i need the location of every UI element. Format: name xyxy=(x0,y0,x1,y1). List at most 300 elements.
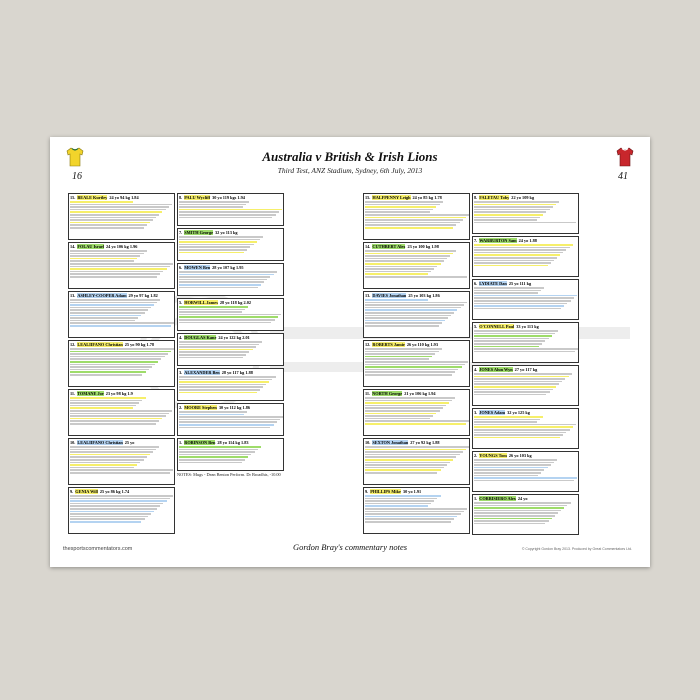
note-line xyxy=(474,520,549,522)
note-line xyxy=(70,255,140,257)
player-name: PALU Wycliff xyxy=(184,194,211,200)
note-line xyxy=(474,303,567,305)
note-line xyxy=(70,459,144,461)
player-name: GENIA Will xyxy=(75,488,98,494)
note-line xyxy=(70,351,171,353)
player-stats: 25 yo 86 kg 1.74 xyxy=(99,488,130,494)
player-name: HALFPENNY Leigh xyxy=(372,194,411,200)
note-line xyxy=(365,358,429,360)
player-name: SEXTON Jonathan xyxy=(372,439,409,445)
player-heading xyxy=(69,439,174,445)
note-line xyxy=(474,477,577,479)
player-number: 2. xyxy=(179,404,183,410)
player-number: 2. xyxy=(474,452,478,458)
player-number: 6. xyxy=(179,264,183,270)
note-line xyxy=(70,511,154,513)
note-line xyxy=(70,472,170,474)
note-line xyxy=(70,518,145,520)
note-line xyxy=(474,217,540,219)
note-line xyxy=(365,271,431,273)
note-line xyxy=(365,309,457,311)
player-heading xyxy=(69,488,174,494)
player-name: DOUGLAS Kane xyxy=(184,334,217,340)
note-line xyxy=(474,295,577,297)
note-line xyxy=(365,211,430,213)
note-line xyxy=(70,276,157,278)
player-heading xyxy=(473,409,578,415)
player-stats: 25 yo xyxy=(124,439,135,445)
player-stats: 24 yo 106 kg 1.96 xyxy=(106,243,138,249)
note-line xyxy=(70,446,159,448)
player-heading xyxy=(473,495,578,501)
note-line xyxy=(70,299,160,301)
note-line xyxy=(474,518,552,520)
player-panel xyxy=(177,403,284,436)
player-name: LEALIIFANO Christian xyxy=(77,439,123,445)
note-line xyxy=(365,312,454,314)
note-line xyxy=(179,204,246,206)
note-line xyxy=(70,214,159,216)
player-heading xyxy=(178,439,283,445)
player-name: TOMANE Joe xyxy=(77,390,104,396)
note-line xyxy=(70,469,173,471)
note-line xyxy=(179,392,257,394)
note-line xyxy=(365,214,469,216)
player-name: CORBISIERO Alex xyxy=(479,495,516,501)
note-line xyxy=(365,454,460,456)
note-line xyxy=(474,249,566,251)
player-panel xyxy=(363,340,470,387)
player-stats: 24 yo xyxy=(517,495,528,501)
note-line xyxy=(70,449,156,451)
note-line xyxy=(365,260,444,262)
player-name: ASHLEY-COOPER Adam xyxy=(77,292,127,298)
note-line xyxy=(365,469,441,471)
note-line xyxy=(70,322,174,324)
note-line xyxy=(474,300,571,302)
note-line xyxy=(474,260,554,262)
column-australia-forwards xyxy=(177,193,284,533)
note-line xyxy=(365,315,451,317)
player-stats: 28 yo 117 kg 1.88 xyxy=(221,369,253,375)
note-line xyxy=(70,418,162,420)
player-heading xyxy=(473,194,578,200)
player-heading xyxy=(69,341,174,347)
note-line xyxy=(179,209,282,211)
note-line xyxy=(474,376,569,378)
note-line xyxy=(179,246,250,248)
note-line xyxy=(365,513,461,515)
player-name: MOORE Stephen xyxy=(184,404,217,410)
note-line xyxy=(365,405,446,407)
player-heading xyxy=(364,390,469,396)
note-line xyxy=(474,383,559,385)
note-line xyxy=(70,209,166,211)
player-panel xyxy=(472,193,579,234)
note-line xyxy=(365,400,452,402)
note-line xyxy=(474,389,553,391)
note-line xyxy=(70,420,159,422)
player-stats: 24 yo 94 kg 1.84 xyxy=(109,194,139,200)
note-line xyxy=(70,400,142,402)
note-line xyxy=(474,429,570,431)
player-panel xyxy=(177,228,284,261)
note-line xyxy=(179,427,270,429)
note-line xyxy=(70,361,158,363)
note-line xyxy=(365,505,428,507)
player-panel xyxy=(363,242,470,289)
note-line xyxy=(70,503,163,505)
player-stats: 24 yo 1.88 xyxy=(518,237,537,243)
note-line xyxy=(365,201,443,203)
note-line xyxy=(474,257,557,259)
note-line xyxy=(179,462,242,464)
note-line xyxy=(179,416,283,418)
note-line xyxy=(365,253,453,255)
note-line xyxy=(179,217,272,219)
note-line xyxy=(365,276,467,278)
player-panel xyxy=(177,333,284,366)
player-panel xyxy=(177,193,284,226)
note-line xyxy=(474,244,573,246)
note-line xyxy=(365,322,442,324)
player-stats: 26 yo 103 kg xyxy=(508,452,532,458)
note-line xyxy=(70,304,154,306)
note-line xyxy=(365,361,468,363)
note-line xyxy=(179,244,254,246)
note-line xyxy=(365,204,440,206)
player-stats: 27 yo 117 kg xyxy=(514,366,538,372)
note-line xyxy=(365,356,432,358)
note-line xyxy=(474,290,541,292)
note-line xyxy=(179,206,243,208)
note-line xyxy=(474,346,539,348)
note-line xyxy=(365,255,450,257)
note-line xyxy=(365,304,464,306)
player-stats: 24 yo 122 kg 2.01 xyxy=(218,334,250,340)
note-line xyxy=(474,510,561,512)
note-line xyxy=(179,287,258,289)
player-number: 14. xyxy=(365,243,371,249)
note-line xyxy=(179,414,244,416)
player-panel xyxy=(177,298,284,331)
note-line xyxy=(474,475,538,477)
player-name: ALEXANDER Ben xyxy=(184,369,220,375)
player-panel xyxy=(472,451,579,492)
note-line xyxy=(70,415,166,417)
note-line xyxy=(70,410,172,412)
footer-caption: Gordon Bray's commentary notes xyxy=(292,542,408,552)
note-line xyxy=(70,201,133,203)
note-line xyxy=(365,353,435,355)
note-line xyxy=(70,227,144,229)
note-line xyxy=(365,467,444,469)
note-line xyxy=(474,338,549,340)
player-stats: 21 yo 106 kg 1.94 xyxy=(404,390,436,396)
player-number: 12. xyxy=(365,341,371,347)
player-panel xyxy=(68,389,175,436)
note-line xyxy=(365,495,441,497)
note-line xyxy=(365,456,456,458)
note-line xyxy=(179,319,275,321)
player-heading xyxy=(473,452,578,458)
note-line xyxy=(474,381,562,383)
player-number: 10. xyxy=(70,439,76,445)
note-line xyxy=(70,219,153,221)
note-line xyxy=(474,209,550,211)
note-line xyxy=(474,247,570,249)
note-line xyxy=(70,364,155,366)
notes-sheet xyxy=(50,137,650,567)
note-line xyxy=(474,373,572,375)
player-number: 6. xyxy=(474,280,478,286)
note-line xyxy=(474,265,548,267)
note-line xyxy=(70,454,150,456)
note-line xyxy=(179,384,266,386)
right-page-number: 41 xyxy=(618,171,628,182)
note-line xyxy=(70,405,136,407)
note-line xyxy=(474,459,557,461)
player-heading xyxy=(69,194,174,200)
player-panel xyxy=(472,408,579,449)
note-line xyxy=(474,469,544,471)
note-line xyxy=(365,472,437,474)
note-line xyxy=(474,211,546,213)
note-line xyxy=(365,423,466,425)
note-line xyxy=(474,292,538,294)
note-line xyxy=(70,521,141,523)
note-line xyxy=(70,516,148,518)
note-line xyxy=(70,371,146,373)
note-line xyxy=(365,407,443,409)
note-line xyxy=(70,307,151,309)
player-stats: 28 yo 118 kg 2.02 xyxy=(219,299,252,305)
player-number: 15. xyxy=(365,194,371,200)
note-line xyxy=(365,348,442,350)
player-stats: 30 yo 1.91 xyxy=(402,488,422,494)
note-line xyxy=(474,432,566,434)
player-heading xyxy=(178,299,283,305)
player-name: DAVIES Jonathan xyxy=(372,292,407,298)
note-line xyxy=(365,518,454,520)
note-line xyxy=(474,386,556,388)
note-line xyxy=(474,437,560,439)
note-line xyxy=(179,351,249,353)
note-line xyxy=(365,459,453,461)
note-line xyxy=(365,410,440,412)
player-heading xyxy=(178,369,283,375)
note-line xyxy=(70,505,160,507)
note-line xyxy=(70,397,146,399)
player-number: 8. xyxy=(474,194,478,200)
note-line xyxy=(474,305,564,307)
player-name: YOUNGS Tom xyxy=(479,452,507,458)
player-number: 15. xyxy=(70,194,76,200)
player-stats: 23 yo 100 kg 1.98 xyxy=(407,243,439,249)
footer-site: thesportscommentators.com xyxy=(63,546,133,552)
note-line xyxy=(365,371,455,373)
note-line xyxy=(70,211,162,213)
note-line xyxy=(365,418,430,420)
note-line xyxy=(365,464,447,466)
note-line xyxy=(365,209,433,211)
player-number: 3. xyxy=(474,409,478,415)
player-name: SMITH George xyxy=(184,229,213,235)
column-lions-forwards xyxy=(472,193,579,533)
player-name: ROBERTS Jamie xyxy=(372,341,405,347)
player-panel xyxy=(177,438,284,471)
note-line xyxy=(474,335,552,337)
player-panel xyxy=(472,279,579,320)
player-stats: 25 yo 111 kg xyxy=(508,280,532,286)
note-line xyxy=(474,416,543,418)
note-line xyxy=(179,311,242,313)
note-line xyxy=(179,386,263,388)
note-line xyxy=(179,281,264,283)
player-name: LYDIATE Dan xyxy=(479,280,507,286)
note-line xyxy=(365,302,467,304)
note-line xyxy=(474,419,540,421)
note-line xyxy=(70,407,133,409)
note-line xyxy=(179,271,277,273)
note-line xyxy=(365,307,461,309)
note-line xyxy=(70,315,141,317)
player-panel xyxy=(68,242,175,289)
note-line xyxy=(365,273,428,275)
note-line xyxy=(474,434,563,436)
player-stats: 22 yo 109 kg xyxy=(511,194,535,200)
note-line xyxy=(179,454,251,456)
note-line xyxy=(474,391,550,393)
player-name: JONES Adam xyxy=(479,409,506,415)
player-number: 1. xyxy=(179,439,183,445)
note-line xyxy=(70,253,144,255)
note-line xyxy=(70,366,152,368)
note-line xyxy=(365,500,434,502)
note-line xyxy=(70,217,156,219)
player-heading xyxy=(473,237,578,243)
note-line xyxy=(179,309,245,311)
player-heading xyxy=(69,390,174,396)
note-line xyxy=(179,357,243,359)
note-line xyxy=(179,456,248,458)
note-line xyxy=(179,239,260,241)
note-line xyxy=(70,508,157,510)
player-panel xyxy=(363,389,470,436)
note-line xyxy=(474,472,541,474)
footer-copyright: © Copyright Gordon Bray 2013. Produced by Great Commentators Ltd. xyxy=(521,547,632,551)
player-heading xyxy=(473,366,578,372)
note-line xyxy=(474,421,537,423)
player-panel xyxy=(68,487,175,534)
player-stats: 28 yo 107 kg 1.95 xyxy=(212,264,244,270)
note-line xyxy=(179,274,274,276)
player-name: NORTH George xyxy=(372,390,403,396)
note-line xyxy=(474,222,576,224)
note-line xyxy=(70,309,148,311)
player-number: 8. xyxy=(179,194,183,200)
note-line xyxy=(70,325,171,327)
note-line xyxy=(179,349,253,351)
note-line xyxy=(70,498,170,500)
note-line xyxy=(179,284,261,286)
note-line xyxy=(365,511,464,513)
player-panel xyxy=(472,236,579,277)
note-line xyxy=(70,495,173,497)
note-line xyxy=(70,467,134,469)
player-number: 14. xyxy=(70,243,76,249)
note-line xyxy=(365,258,447,260)
player-heading xyxy=(178,194,283,200)
note-line xyxy=(474,340,545,342)
note-line xyxy=(365,227,453,229)
note-line xyxy=(179,249,247,251)
player-number: 9. xyxy=(70,488,74,494)
note-line xyxy=(474,348,578,350)
player-number: 7. xyxy=(474,237,478,243)
note-line xyxy=(179,314,281,316)
note-line xyxy=(179,424,274,426)
player-panel xyxy=(177,368,284,401)
note-line xyxy=(365,446,469,448)
note-line xyxy=(70,271,163,273)
player-name: PHILLIPS Mike xyxy=(370,488,401,494)
player-panel xyxy=(472,494,579,535)
note-line xyxy=(365,217,466,219)
note-line xyxy=(70,500,167,502)
player-number: 4. xyxy=(474,366,478,372)
notes-text: NOTES: Mugs - Dean Benton Perform. Dr Broadhis, -10.00 xyxy=(177,472,281,477)
note-line xyxy=(179,419,280,421)
note-line xyxy=(179,346,256,348)
note-line xyxy=(474,462,554,464)
column-australia-backs xyxy=(68,193,175,533)
note-line xyxy=(179,276,270,278)
note-line xyxy=(179,446,261,448)
player-panel xyxy=(472,322,579,363)
note-line xyxy=(365,415,433,417)
player-panel xyxy=(68,193,175,240)
note-line xyxy=(179,354,246,356)
page-title: Australia v British & Irish Lions xyxy=(262,149,438,164)
note-line xyxy=(474,206,553,208)
player-heading xyxy=(178,404,283,410)
player-heading xyxy=(178,264,283,270)
player-panel xyxy=(68,438,175,485)
player-panel xyxy=(68,340,175,387)
player-name: ROBINSON Ben xyxy=(184,439,216,445)
note-line xyxy=(474,343,542,345)
note-line xyxy=(179,381,269,383)
player-heading xyxy=(364,439,469,445)
player-number: 4. xyxy=(179,334,183,340)
player-number: 10. xyxy=(365,439,371,445)
note-line xyxy=(70,513,151,515)
note-line xyxy=(365,402,449,404)
note-line xyxy=(365,224,456,226)
player-panel xyxy=(177,263,284,296)
note-line xyxy=(70,268,167,270)
note-line xyxy=(70,413,169,415)
player-number: 7. xyxy=(179,229,183,235)
note-line xyxy=(474,287,544,289)
note-line xyxy=(70,263,173,265)
player-heading xyxy=(69,243,174,249)
player-heading xyxy=(69,292,174,298)
note-line xyxy=(365,413,436,415)
note-line xyxy=(70,250,147,252)
player-name: BEALE Kurtley xyxy=(77,194,108,200)
